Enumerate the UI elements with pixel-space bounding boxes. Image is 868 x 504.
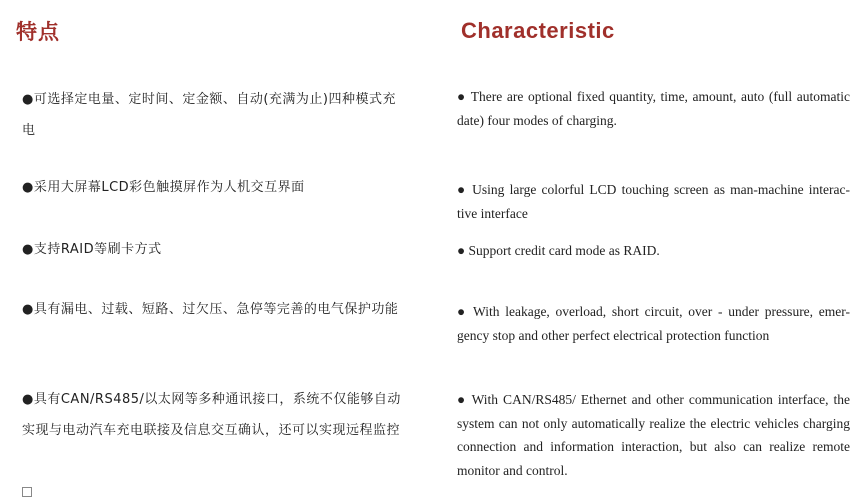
feature-cn-electrical-protection: ●具有漏电、过载、短路、过欠压、急停等完善的电气保护功能 [22, 302, 399, 317]
feature-en-communication: ● With CAN/RS485/ Ethernet and other communication interface, the system can not only automatically realize the electric vehicles charging connection and information interaction, but also can realize remote monitor and control. [457, 392, 850, 478]
feature-cn-card-payment: ●支持RAID等刷卡方式 [22, 242, 162, 257]
feature-cn-charging-modes: ●可选择定电量、定时间、定金额、自动(充满为止)四种模式充电 [22, 92, 396, 138]
feature-en-card-payment: ● Support credit card mode as RAID. [457, 243, 660, 258]
feature-cn-lcd-screen: ●采用大屏幕LCD彩色触摸屏作为人机交互界面 [22, 180, 305, 195]
heading-chinese: 特点 [16, 20, 60, 44]
feature-cn-communication: ●具有CAN/RS485/以太网等多种通讯接口，系统不仅能够自动实现与电动汽车充电联接及信息交互确认，还可以实现远程监控 [22, 392, 401, 438]
feature-en-charging-modes: ● There are optional fixed quantity, time, amount, auto (full automatic date) four modes of charging. [457, 89, 850, 128]
empty-checkbox[interactable] [22, 487, 32, 497]
feature-en-lcd-screen: ● Using large colorful LCD touching screen as man-machine interac-tive interface [457, 182, 850, 221]
feature-en-electrical-protection: ● With leakage, overload, short circuit, over - under pressure, emer-gency stop and other perfect electrical protection function [457, 304, 850, 343]
heading-english: Characteristic [461, 18, 615, 43]
